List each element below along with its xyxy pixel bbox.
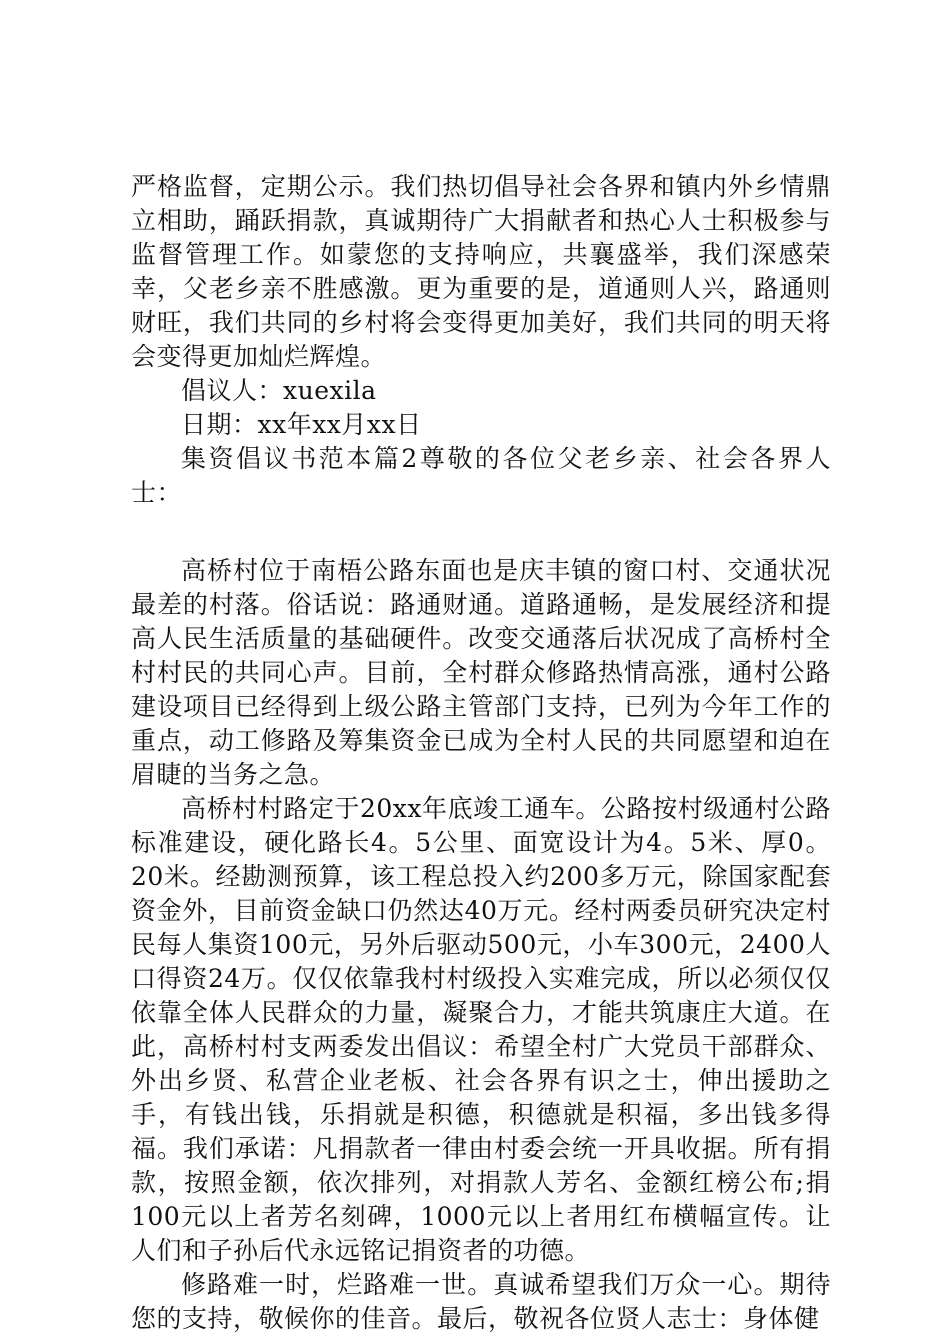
paragraph-final-wishes: 修路难一时，烂路难一世。真诚希望我们万众一心。期待您的支持，敬候你的佳音。最后，敬祝各位贤人志士：身体健 <box>131 1270 831 1333</box>
paragraph-village-intro: 高桥村位于南梧公路东面也是庆丰镇的窗口村、交通状况最差的村落。俗话说：路通财通。道路通畅，是发展经济和提高人民生活质量的基础硬件。改变交通落后状况成了高桥村全村村民的共同心声。目前，全村群众修路热情高涨，通村公路建设项目已经得到上级公路主管部门支持，已列为今年工作的重点，动工修路及筹集资金已成为全村人民的共同愿望和迫在眉睫的当务之急。 <box>131 556 831 789</box>
proposer-line: 倡议人：xuexila <box>181 376 377 405</box>
document-body <box>131 170 831 1336</box>
paragraph-road-plan: 高桥村村路定于20xx年底竣工通车。公路按村级通村公路标准建设，硬化路长4。5公里、面宽设计为4。5米、厚0。20米。经勘测预算，该工程总投入约200多万元，除国家配套资金外，目前资金缺口仍然达40万元。经村两委员研究决定村民每人集资100元，另外后驱动500元，小车300元，2400人口得资24万。仅仅依靠我村村级投入实难完成，所以必须仅仅依靠全体人民群众的力量，凝聚合力，才能共筑康庄大道。在此，高桥村村支两委发出倡议：希望全村广大党员干部群众、外出乡贤、私营企业老板、社会各界有识之士，伸出援助之手，有钱出钱，乐捐就是积德，积德就是积福，多出钱多得福。我们承诺：凡捐款者一律由村委会统一开具收据。所有捐款，按照金额，依次排列，对捐款人芳名、金额红榜公布;捐100元以上者芳名刻碑，1000元以上者用红布横幅宣传。让人们和子孙后代永远铭记捐资者的功德。 <box>131 794 831 1265</box>
date-line: 日期：xx年xx月xx日 <box>181 410 422 439</box>
paragraph-closing-appeal: 严格监督，定期公示。我们热切倡导社会各界和镇内外乡情鼎立相助，踊跃捐款，真诚期待广大捐献者和热心人士积极参与监督管理工作。如蒙您的支持响应，共襄盛举，我们深感荣幸，父老乡亲不胜感激。更为重要的是，道通则人兴，路通则财旺，我们共同的乡村将会变得更加美好，我们共同的明天将会变得更加灿烂辉煌。 <box>131 172 831 371</box>
blank-line <box>131 510 831 554</box>
section-heading-greeting: 集资倡议书范本篇2尊敬的各位父老乡亲、社会各界人士： <box>131 444 831 507</box>
